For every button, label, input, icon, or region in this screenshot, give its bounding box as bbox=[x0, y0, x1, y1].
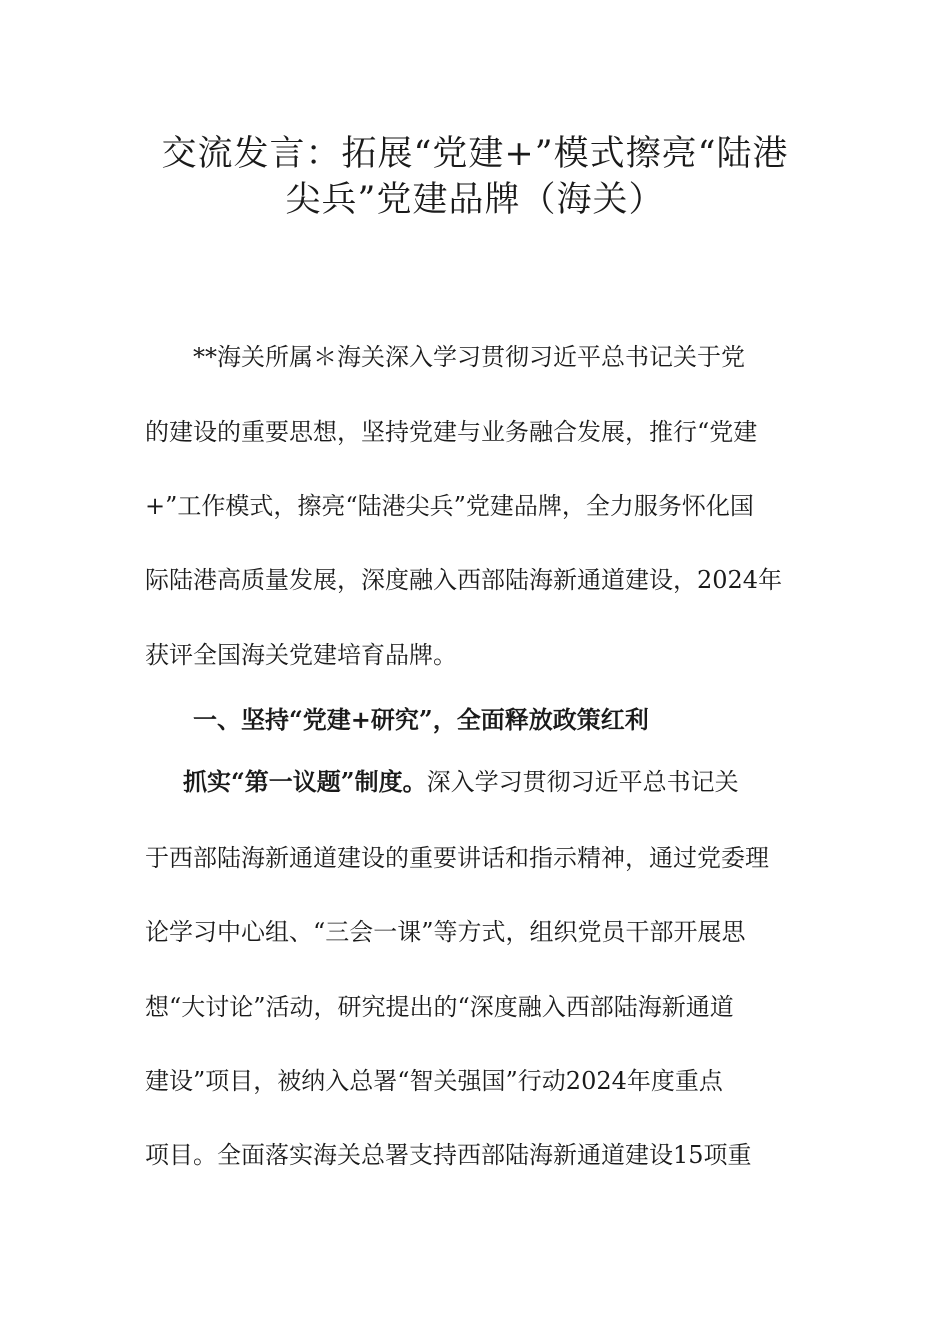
paragraph-2-line-3: 论学习中心组、“三会一课”等方式，组织党员干部开展思 bbox=[145, 918, 746, 946]
paragraph-1-line-3: +”工作模式，擦亮“陆港尖兵”党建品牌，全力服务怀化国 bbox=[145, 492, 754, 520]
paragraph-2-line-6: 项目。全面落实海关总署支持西部陆海新通道建设15项重 bbox=[145, 1141, 752, 1169]
paragraph-2-lead: 抓实“第一议题”制度。 bbox=[183, 767, 427, 796]
document-title-line-2: 尖兵”党建品牌（海关） bbox=[285, 180, 665, 220]
paragraph-1-line-1: **海关所属＊海关深入学习贯彻习近平总书记关于党 bbox=[193, 343, 745, 371]
paragraph-2-line-5: 建设”项目，被纳入总署“智关强国”行动2024年度重点 bbox=[145, 1067, 723, 1095]
paragraph-2-line-1-text: 深入学习贯彻习近平总书记关 bbox=[426, 768, 739, 796]
paragraph-1-line-5: 获评全国海关党建培育品牌。 bbox=[145, 641, 457, 669]
paragraph-1-line-2: 的建设的重要思想，坚持党建与业务融合发展，推行“党建 bbox=[145, 418, 758, 446]
section-1-heading: 一、坚持“党建+研究”，全面释放政策红利 bbox=[193, 705, 649, 734]
paragraph-2-line-4: 想“大讨论”活动，研究提出的“深度融入西部陆海新通道 bbox=[145, 993, 734, 1021]
paragraph-2-line-1 bbox=[183, 767, 739, 796]
paragraph-1-line-4: 际陆港高质量发展，深度融入西部陆海新通道建设，2024年 bbox=[145, 566, 783, 594]
document-title-line-1: 交流发言：拓展“党建+”模式擦亮“陆港 bbox=[161, 134, 789, 174]
paragraph-2-line-2: 于西部陆海新通道建设的重要讲话和指示精神，通过党委理 bbox=[145, 844, 769, 872]
